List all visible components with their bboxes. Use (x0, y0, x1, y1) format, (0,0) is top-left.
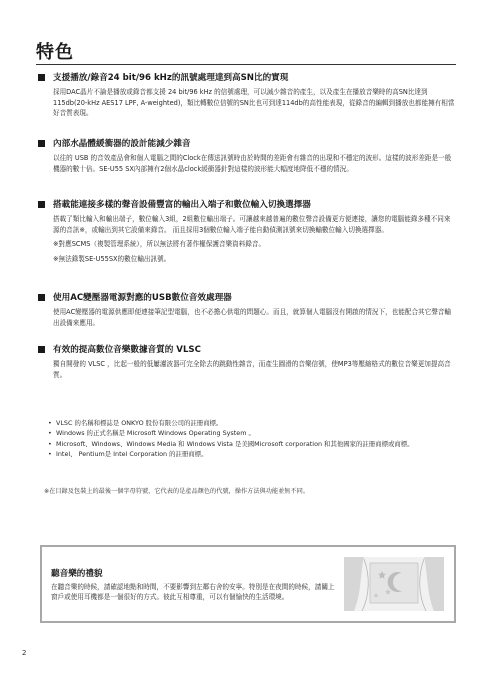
feature-paragraph: ※對應SCMS（複製管理系統），所以無法將有著作權保護音樂資料錄音。 (53, 240, 266, 249)
listening-text-block (51, 569, 341, 602)
feature-section-4 (38, 292, 456, 328)
feature-heading-row (38, 344, 456, 356)
note-text: Intel、 Pentium是 Intel Corporation 的註冊商標。 (56, 450, 208, 459)
listening-etiquette-box (40, 545, 456, 623)
feature-body (53, 153, 456, 174)
feature-heading-row (38, 138, 456, 150)
feature-heading-row (38, 199, 456, 211)
feature-section-2 (38, 138, 456, 174)
feature-heading: 使用AC變壓器電源對應的USB數位音效處理器 (53, 293, 232, 303)
note-text: VLSC 的名稱和標誌是 ONKYO 股份有限公司的註冊商標。 (56, 419, 223, 427)
feature-section-3 (38, 199, 456, 264)
square-bullet-icon (38, 140, 45, 147)
square-bullet-icon (38, 346, 45, 353)
feature-heading-row (38, 292, 456, 304)
listening-title: 聽音樂的禮貌 (51, 569, 103, 579)
feature-paragraph: ※無法錄製SE-U55SX的數位輸出訊號。 (53, 254, 171, 263)
feature-body (53, 359, 456, 380)
note-text: Windows 的正式名稱是 Microsoft Windows Operating System 。 (56, 429, 255, 438)
bullet-dot-icon: • (48, 450, 52, 459)
feature-heading: 支援播放/錄音24 bit/96 kHz的訊號處理達到高SN比的實現 (53, 73, 289, 83)
feature-section-1 (38, 72, 456, 119)
feature-paragraph: 採用DAC晶片不論是播放或錄音都支援 24 bit/96 kHz 的信號處理，可以減少雜音的產生，以及產生在播放音樂時的高SN比達到115db(20-kHz AES17 LPF, A-weighted)，類比轉數位信號的SN比也可到達114db的高性能表現，從錄音的編輯到播放也都能擁有相當好音質表現。 (53, 88, 455, 118)
feature-heading: 內部水晶體緩衝器的設計能減少雜音 (53, 139, 191, 149)
bullet-dot-icon: • (48, 439, 52, 448)
square-bullet-icon (38, 201, 45, 208)
feature-heading: 有效的提高數位音樂數據音質的 VLSC (53, 345, 201, 355)
feature-section-5 (38, 344, 456, 380)
listening-body: 在聽音樂的時候，請確認地點和時間，不要影響到左鄰右舍的安寧。特別是在夜間的時候，請關上窗戶或使用耳機都是一個很好的方式。彼此互相尊重，可以有個愉快的生活環境。 (51, 583, 335, 601)
title-divider (36, 64, 456, 65)
list-item (48, 419, 454, 428)
night-window-with-moon-icon (342, 555, 446, 613)
feature-paragraph: 搭載了類比輸入和輸出端子，數位輸入3組，2組數位輸出端子。可讓越來越普遍的數位聲音設備更方便連接，讓您的電腦能錄多種不同來源的音訊※，或輸出到其它設備來錄音。 而且採用3個數位輸入端子能自動偵測訊號來切換輸數位輸入切換選擇器。 (53, 215, 451, 234)
feature-paragraph: 使用AC變壓器的電源供應即便連接筆記型電腦，也不必擔心供電的問題心。而且，就算個人電腦沒有開啟的情況下，也能配合其它聲音輸出設備來應用。 (53, 308, 452, 327)
square-bullet-icon (38, 294, 45, 301)
feature-body (53, 307, 456, 328)
list-item (48, 440, 454, 449)
feature-heading: 搭載能連接多樣的聲音設備豐富的輸出入端子和數位輸入切換選擇器 (53, 200, 311, 210)
square-bullet-icon (38, 74, 45, 81)
feature-body (53, 214, 456, 264)
color-code-footnote: ※在目錄及包裝上的最後一個字母符號，它代表的是產品顏色的代號，操作方法與功能並無不同。 (44, 488, 310, 495)
note-text: Microsoft、Windows、Windows Media 和 Windows Vista 是美國Microsoft corporation 和其他國家的註冊商標或商標。 (56, 439, 414, 448)
list-item (48, 450, 454, 459)
bullet-dot-icon: • (48, 429, 52, 438)
page-number: 2 (22, 649, 27, 657)
feature-body (53, 87, 456, 119)
feature-paragraph: 以往的 USB 的音效產品會和個人電腦之間的Clock在傳送訊號時由於時間的差距會有雜音的出現和不穩定的波形。這樣的波形差距是一般機器的數十倍。SE-U55 SX內部擁有2個水晶clock緩衝器針對這樣的波形能大幅度地降低不穩的情況。 (53, 154, 452, 173)
bullet-dot-icon: • (48, 419, 52, 427)
list-item (48, 429, 454, 438)
feature-heading-row (38, 72, 456, 84)
trademark-notes (48, 419, 454, 461)
page-title: 特色 (36, 42, 74, 63)
feature-paragraph: 獨自開發的 VLSC ，比起一般的低屢濾波器可完全除去的跳動性雜音，而產生圓滑的音樂信號，使MP3等壓縮格式的數位音樂更加提高音質。 (53, 360, 451, 379)
